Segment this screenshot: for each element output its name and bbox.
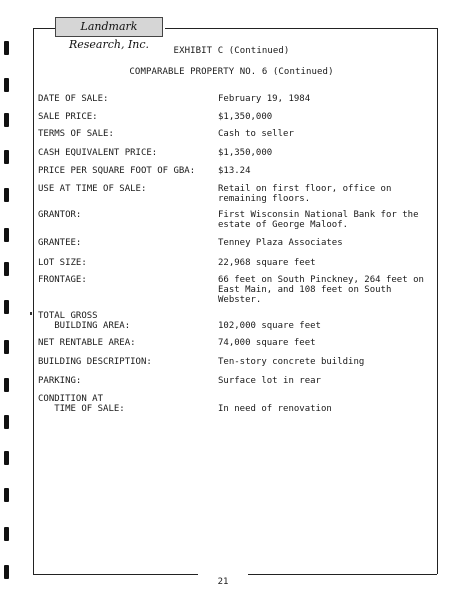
exhibit-title: EXHIBIT C (Continued) bbox=[173, 46, 290, 56]
detail-value: Cash to seller bbox=[218, 129, 294, 139]
page-border-bottom-right bbox=[248, 574, 437, 575]
detail-value: $13.24 bbox=[218, 166, 251, 176]
detail-value: $1,350,000 bbox=[218, 112, 273, 122]
detail-label: PARKING: bbox=[38, 376, 82, 386]
detail-value: In need of renovation bbox=[218, 404, 332, 414]
binder-hole-mark bbox=[4, 150, 9, 164]
binder-hole-mark bbox=[4, 340, 9, 354]
detail-label: PRICE PER SQUARE FOOT OF GBA: bbox=[38, 166, 196, 176]
detail-value: Ten-story concrete building bbox=[218, 357, 365, 367]
detail-value: Tenney Plaza Associates bbox=[218, 238, 343, 248]
binder-hole-mark bbox=[4, 188, 9, 202]
detail-label: BUILDING DESCRIPTION: bbox=[38, 357, 152, 367]
detail-value: February 19, 1984 bbox=[218, 94, 311, 104]
detail-label: DATE OF SALE: bbox=[38, 94, 109, 104]
property-title: COMPARABLE PROPERTY NO. 6 (Continued) bbox=[129, 67, 334, 77]
detail-value: 66 feet on South Pinckney, 264 feet on East Main, and 108 feet on South Webster. bbox=[218, 275, 424, 305]
detail-label: TERMS OF SALE: bbox=[38, 129, 114, 139]
detail-label: CASH EQUIVALENT PRICE: bbox=[38, 148, 158, 158]
binder-hole-mark bbox=[4, 488, 9, 502]
company-logo: Landmark Research, Inc. bbox=[55, 17, 163, 37]
detail-label: FRONTAGE: bbox=[38, 275, 87, 285]
detail-label: SALE PRICE: bbox=[38, 112, 98, 122]
page-border-bottom-left bbox=[33, 574, 198, 575]
binder-hole-mark bbox=[4, 262, 9, 276]
binder-hole-mark bbox=[4, 78, 9, 92]
detail-value: 22,968 square feet bbox=[218, 258, 316, 268]
detail-value: $1,350,000 bbox=[218, 148, 273, 158]
detail-value: Surface lot in rear bbox=[218, 376, 321, 386]
detail-label: TOTAL GROSS BUILDING AREA: bbox=[38, 311, 131, 331]
detail-label: LOT SIZE: bbox=[38, 258, 87, 268]
detail-value: Retail on first floor, office on remaining floors. bbox=[218, 184, 392, 204]
margin-mark bbox=[30, 312, 32, 315]
page-number: 21 bbox=[217, 577, 229, 587]
binder-hole-mark bbox=[4, 415, 9, 429]
binder-hole-mark bbox=[4, 565, 9, 579]
detail-value: 102,000 square feet bbox=[218, 321, 321, 331]
detail-label: USE AT TIME OF SALE: bbox=[38, 184, 147, 194]
binder-hole-mark bbox=[4, 378, 9, 392]
binder-hole-mark bbox=[4, 451, 9, 465]
detail-value: First Wisconsin National Bank for the estate of George Maloof. bbox=[218, 210, 419, 230]
page-border-top bbox=[165, 28, 437, 29]
detail-label: GRANTOR: bbox=[38, 210, 82, 220]
binder-hole-mark bbox=[4, 300, 9, 314]
binder-hole-mark bbox=[4, 527, 9, 541]
binder-hole-mark bbox=[4, 113, 9, 127]
page-border-top-left bbox=[33, 28, 55, 29]
detail-label: CONDITION AT TIME OF SALE: bbox=[38, 394, 125, 414]
detail-label: GRANTEE: bbox=[38, 238, 82, 248]
detail-label: NET RENTABLE AREA: bbox=[38, 338, 136, 348]
detail-value: 74,000 square feet bbox=[218, 338, 316, 348]
binder-hole-mark bbox=[4, 228, 9, 242]
